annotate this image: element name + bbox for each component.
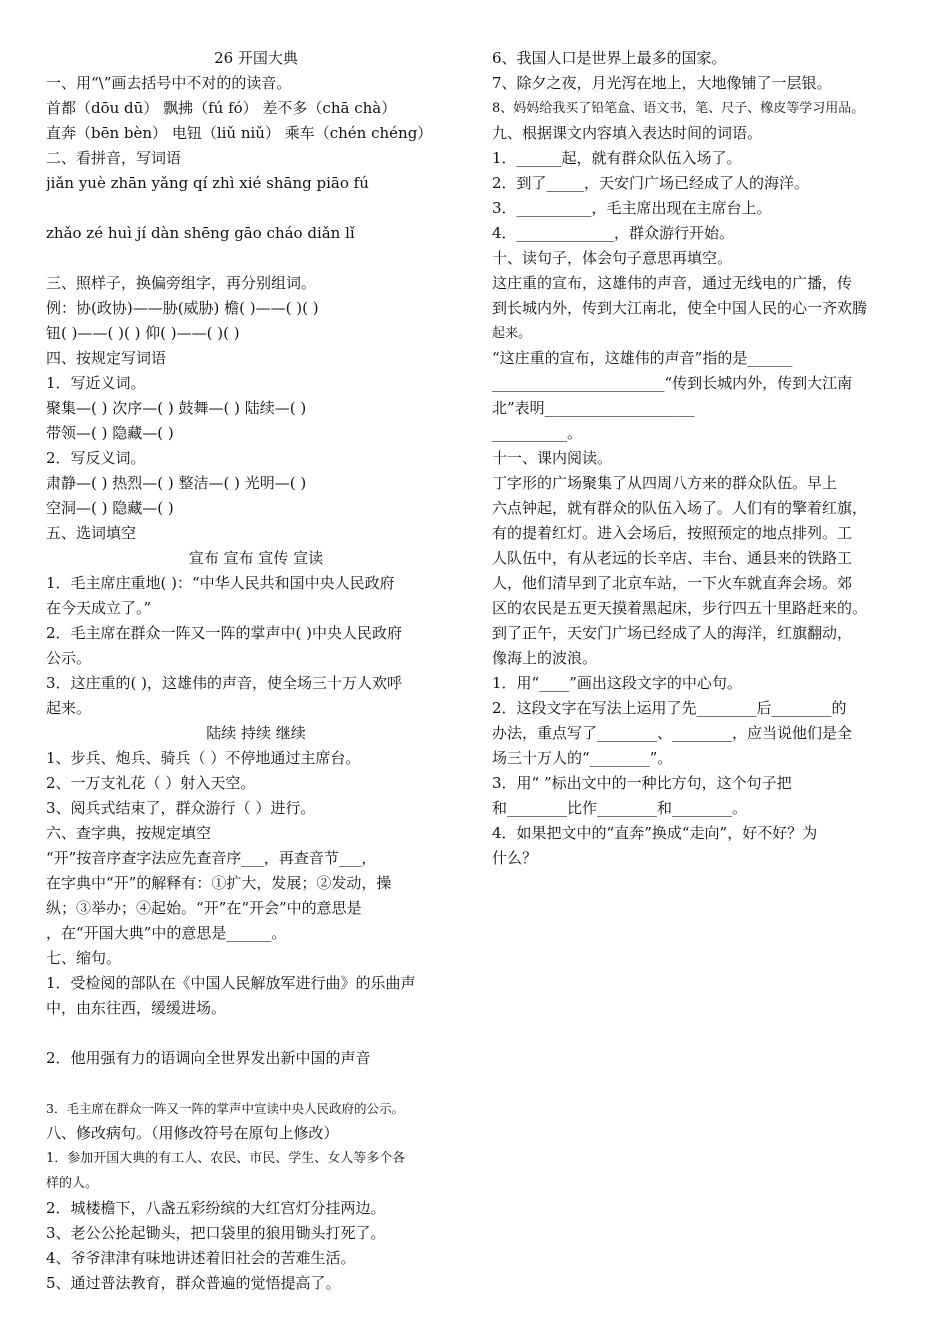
right-column	[492, 46, 912, 871]
right-text-line: 场三十万人的“________”。	[492, 749, 673, 767]
left-text-line: 2．毛主席在群众一阵又一阵的掌声中( )中央人民政府	[46, 624, 403, 642]
left-text-line: 1．参加开国大典的有工人、农民、市民、学生、女人等多个各	[46, 1151, 406, 1166]
left-text-line: 八、修改病句。（用修改符号在原句上修改）	[46, 1124, 339, 1142]
answer-space	[46, 246, 466, 271]
right-text-line: 十、读句子，体会句子意思再填空。	[492, 249, 733, 267]
left-text-line: 2．他用强有力的语调向全世界发出新中国的声音	[46, 1049, 371, 1067]
right-text-line: 2．这段文字在写法上运用了先________后________的	[492, 699, 847, 717]
right-text-line: 六点钟起，就有群众的队伍入场了。人们有的擎着红旗，	[492, 499, 868, 517]
left-text-line: 首都（dōu dū） 飘拂（fú fó） 差不多（chā chà）	[46, 99, 397, 117]
left-text-line: 六、查字典，按规定填空	[46, 824, 212, 842]
right-text-line: 办法，重点写了________、________，应当说他们是全	[492, 724, 853, 742]
right-text-line: 什么？	[492, 849, 538, 867]
left-text-line: 26 开国大典	[214, 49, 298, 67]
right-text-line: 4．_____________，群众游行开始。	[492, 224, 735, 242]
right-text-line: 这庄重的宣布，这雄伟的声音，通过无线电的广播，传	[492, 274, 853, 292]
right-text-line: 到了正午，天安门广场已经成了人的海洋，红旗翻动，	[492, 624, 853, 642]
right-text-line: 人，他们清早到了北京车站，一下火车就直奔会场。郊	[492, 574, 853, 592]
left-text-line: 5、通过普法教育，群众普遍的觉悟提高了。	[46, 1274, 341, 1292]
right-text-line: 2．到了_____，天安门广场已经成了人的海洋。	[492, 174, 810, 192]
left-text-line: 直奔（bēn bèn） 电钮（liǔ niǔ） 乘车（chén chéng）	[46, 124, 433, 142]
left-text-line: 一、用“\”画去括号中不对的的读音。	[46, 74, 292, 92]
left-text-line: 3、阅兵式结束了，群众游行（ ）进行。	[46, 799, 316, 817]
left-text-line: 1．写近义词。	[46, 374, 146, 392]
left-text-line: 空洞—( ) 隐藏—( )	[46, 499, 174, 517]
right-text-line: 北”表明____________________	[492, 399, 695, 417]
right-text-line: 到长城内外，传到大江南北，使全中国人民的心一齐欢腾	[492, 299, 868, 317]
left-text-line: 中，由东往西，缓缓进场。	[46, 999, 227, 1017]
left-text-line: 五、选词填空	[46, 524, 137, 542]
left-text-line: 例：协(政协)——胁(威胁) 檐( )——( )( )	[46, 299, 319, 317]
right-text-line: “这庄重的宣布，这雄伟的声音”指的是______	[492, 349, 793, 367]
right-text-line: 3．用“ ”标出文中的一种比方句，这个句子把	[492, 774, 792, 792]
right-text-line: 人队伍中，有从老远的长辛店、丰台、通县来的铁路工	[492, 549, 853, 567]
right-text-line: 九、根据课文内容填入表达时间的词语。	[492, 124, 763, 142]
answer-space	[46, 1021, 466, 1046]
left-text-line: 1．毛主席庄重地( )：“中华人民共和国中央人民政府	[46, 574, 395, 592]
answer-space	[46, 196, 466, 221]
right-text-line: 4．如果把文中的“直奔”换成“走向”，好不好？为	[492, 824, 818, 842]
right-text-line: 像海上的波浪。	[492, 649, 598, 667]
left-text-line: 2．写反义词。	[46, 449, 146, 467]
left-text-line: 3．这庄重的( )，这雄伟的声音，使全场三十万人欢呼	[46, 674, 403, 692]
left-text-line: zhǎo zé huì jí dàn shēng gāo cháo diǎn lǐ	[46, 224, 355, 242]
right-text-line: __________。	[492, 424, 583, 442]
left-text-line: 肃静—( ) 热烈—( ) 整洁—( ) 光明—( )	[46, 474, 307, 492]
right-text-line: 8、妈妈给我买了铅笔盒、语文书，笔、尺子、橡皮等学习用品。	[492, 101, 865, 116]
left-text-line: 公示。	[46, 649, 92, 667]
right-text-line: 丁字形的广场聚集了从四周八方来的群众队伍。早上	[492, 474, 838, 492]
left-text-line: 1、步兵、炮兵、骑兵（ ）不停地通过主席台。	[46, 749, 361, 767]
left-text-line: 3、老公公抡起锄头，把口袋里的狼用锄头打死了。	[46, 1224, 386, 1242]
right-text-line: 1．______起，就有群众队伍入场了。	[492, 149, 742, 167]
left-text-line: “开”按音序查字法应先查音序___，再查音节___，	[46, 849, 377, 867]
left-text-line: jiǎn yuè zhān yǎng qí zhì xié shāng piāo fú	[46, 174, 369, 192]
left-text-line: 样的人。	[46, 1176, 99, 1191]
right-text-line: 3．__________，毛主席出现在主席台上。	[492, 199, 772, 217]
left-text-line: 陆续 持续 继续	[206, 724, 306, 742]
left-text-line: 在字典中“开”的解释有：①扩大，发展；②发动，操	[46, 874, 392, 892]
left-column	[46, 46, 466, 1296]
right-text-line: 7、除夕之夜，月光泻在地上，大地像铺了一层银。	[492, 74, 832, 92]
left-text-line: 二、看拼音，写词语	[46, 149, 182, 167]
left-text-line: 七、缩句。	[46, 949, 122, 967]
left-text-line: 四、按规定写词语	[46, 349, 167, 367]
right-text-line: 1．用“____”画出这段文字的中心句。	[492, 674, 742, 692]
right-text-line: 和________比作________和________。	[492, 799, 748, 817]
left-text-line: 三、照样子，换偏旁组字，再分别组词。	[46, 274, 317, 292]
right-text-line: _______________________“传到长城内外，传到大江南	[492, 374, 853, 392]
left-text-line: 在今天成立了。”	[46, 599, 152, 617]
left-text-line: 带领—( ) 隐藏—( )	[46, 424, 174, 442]
left-text-line: 2．城楼檐下，八盏五彩纷缤的大红宫灯分挂两边。	[46, 1199, 386, 1217]
right-text-line: 6、我国人口是世界上最多的国家。	[492, 49, 727, 67]
left-text-line: 2、一万支礼花（ ）射入天空。	[46, 774, 256, 792]
left-text-line: 3．毛主席在群众一阵又一阵的掌声中宣读中央人民政府的公示。	[46, 1101, 404, 1116]
answer-space	[46, 1071, 466, 1096]
right-text-line: 起来。	[492, 326, 532, 341]
left-text-line: 纵；③举办；④起始。“开”在“开会”中的意思是	[46, 899, 362, 917]
left-text-line: 聚集—( ) 次序—( ) 鼓舞—( ) 陆续—( )	[46, 399, 307, 417]
left-text-line: 4、爷爷津津有味地讲述着旧社会的苦难生活。	[46, 1249, 356, 1267]
left-text-line: 起来。	[46, 699, 92, 717]
left-text-line: 宣布 宣布 宣传 宣读	[188, 549, 324, 567]
left-text-line: 1．受检阅的部队在《中国人民解放军进行曲》的乐曲声	[46, 974, 416, 992]
right-text-line: 区的农民是五更天摸着黑起床，步行四五十里路赶来的。	[492, 599, 868, 617]
left-text-line: 钮( )——( )( ) 仰( )——( )( )	[46, 324, 240, 342]
right-text-line: 十一、课内阅读。	[492, 449, 613, 467]
left-text-line: ，在“开国大典”中的意思是______。	[46, 924, 287, 942]
right-text-line: 有的提着红灯。进入会场后，按照预定的地点排列。工	[492, 524, 853, 542]
